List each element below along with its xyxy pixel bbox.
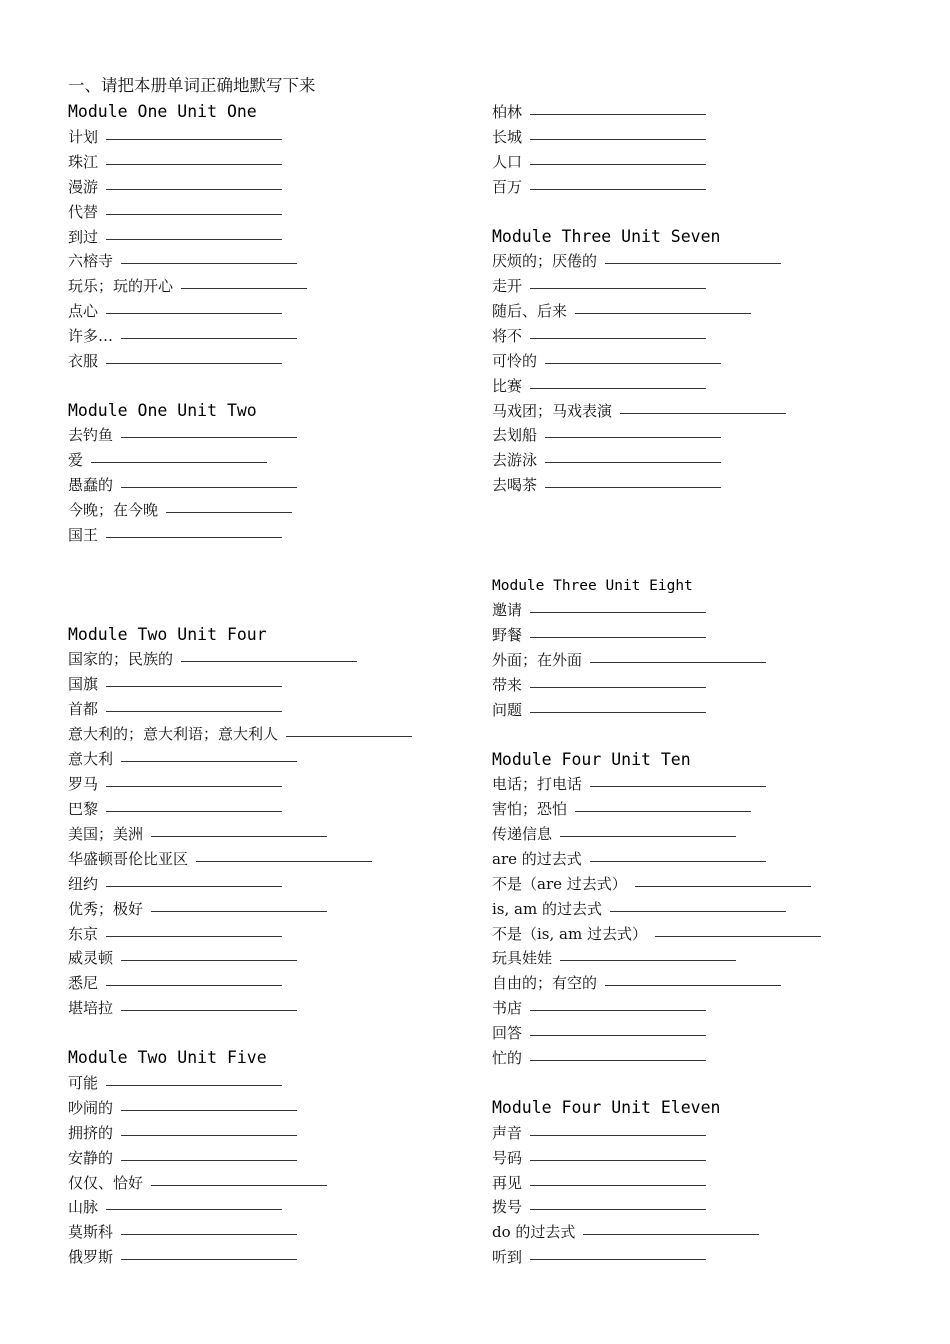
vocab-item: 长城 (492, 127, 706, 147)
vocab-item: 听到 (492, 1247, 706, 1267)
answer-blank[interactable] (151, 1184, 327, 1186)
answer-blank[interactable] (121, 1134, 297, 1136)
answer-blank[interactable] (121, 337, 297, 339)
answer-blank[interactable] (121, 760, 297, 762)
answer-blank[interactable] (530, 387, 706, 389)
answer-blank[interactable] (106, 238, 282, 240)
answer-blank[interactable] (530, 1159, 706, 1161)
answer-blank[interactable] (121, 1233, 297, 1235)
vocab-item: 华盛顿哥伦比亚区 (68, 849, 372, 869)
answer-blank[interactable] (121, 262, 297, 264)
answer-blank[interactable] (590, 860, 766, 862)
vocab-item: 回答 (492, 1023, 706, 1043)
answer-blank[interactable] (655, 935, 821, 937)
vocab-item: 害怕；恐怕 (492, 799, 751, 819)
answer-blank[interactable] (530, 188, 706, 190)
vocab-item: 今晚；在今晚 (68, 500, 292, 520)
vocab-item: 号码 (492, 1148, 706, 1168)
answer-blank[interactable] (530, 163, 706, 165)
answer-blank[interactable] (530, 1258, 706, 1260)
vocab-item: 爱 (68, 450, 267, 470)
vocab-item: 去钓鱼 (68, 425, 297, 445)
vocab-item: 走开 (492, 276, 706, 296)
vocab-item: 代替 (68, 202, 282, 222)
vocab-item: 东京 (68, 924, 282, 944)
answer-blank[interactable] (106, 810, 282, 812)
answer-blank[interactable] (590, 661, 766, 663)
vocab-item: do 的过去式 (492, 1222, 759, 1242)
answer-blank[interactable] (286, 735, 412, 737)
vocab-item: is, am 的过去式 (492, 899, 786, 919)
answer-blank[interactable] (106, 312, 282, 314)
vocab-item: 拨号 (492, 1197, 706, 1217)
answer-blank[interactable] (106, 685, 282, 687)
answer-blank[interactable] (106, 1084, 282, 1086)
vocab-item: 比赛 (492, 376, 706, 396)
vocab-item: 珠江 (68, 152, 282, 172)
answer-blank[interactable] (545, 486, 721, 488)
vocab-item: 带来 (492, 675, 706, 695)
vocab-item: 声音 (492, 1123, 706, 1143)
vocab-item: 可怜的 (492, 351, 721, 371)
answer-blank[interactable] (530, 1034, 706, 1036)
answer-blank[interactable] (590, 785, 766, 787)
vocab-item: 将不 (492, 326, 706, 346)
answer-blank[interactable] (121, 1159, 297, 1161)
answer-blank[interactable] (91, 461, 267, 463)
answer-blank[interactable] (196, 860, 372, 862)
answer-blank[interactable] (545, 461, 721, 463)
answer-blank[interactable] (121, 1009, 297, 1011)
vocab-item: 去划船 (492, 425, 721, 445)
vocab-item: are 的过去式 (492, 849, 766, 869)
answer-blank[interactable] (530, 686, 706, 688)
vocab-item: 电话；打电话 (492, 774, 766, 794)
section-heading: Module One Unit Two (68, 401, 257, 420)
vocab-item: 书店 (492, 998, 706, 1018)
answer-blank[interactable] (121, 1258, 297, 1260)
answer-blank[interactable] (605, 262, 781, 264)
vocab-item: 愚蠢的 (68, 475, 297, 495)
answer-blank[interactable] (181, 287, 307, 289)
vocab-item: 优秀；极好 (68, 899, 327, 919)
vocab-item: 美国；美洲 (68, 824, 327, 844)
vocab-item: 可能 (68, 1073, 282, 1093)
vocab-item: 威灵顿 (68, 948, 297, 968)
vocab-item: 拥挤的 (68, 1123, 297, 1143)
vocab-item: 去喝茶 (492, 475, 721, 495)
answer-blank[interactable] (530, 1009, 706, 1011)
section-heading: Module Four Unit Ten (492, 750, 691, 769)
vocab-item: 玩乐；玩的开心 (68, 276, 307, 296)
answer-blank[interactable] (106, 1208, 282, 1210)
vocab-item: 莫斯科 (68, 1222, 297, 1242)
vocab-item: 安静的 (68, 1148, 297, 1168)
answer-blank[interactable] (106, 362, 282, 364)
answer-blank[interactable] (583, 1233, 759, 1235)
answer-blank[interactable] (575, 312, 751, 314)
vocab-item: 国王 (68, 525, 282, 545)
answer-blank[interactable] (620, 412, 786, 414)
answer-blank[interactable] (635, 885, 811, 887)
answer-blank[interactable] (610, 910, 786, 912)
vocab-item: 六榕寺 (68, 251, 297, 271)
answer-blank[interactable] (530, 711, 706, 713)
section-heading: Module Four Unit Eleven (492, 1098, 721, 1117)
answer-blank[interactable] (575, 810, 751, 812)
vocab-item: 意大利的；意大利语；意大利人 (68, 724, 412, 744)
section-heading: Module Two Unit Five (68, 1048, 267, 1067)
vocab-item: 巴黎 (68, 799, 282, 819)
vocab-item: 山脉 (68, 1197, 282, 1217)
vocab-item: 堪培拉 (68, 998, 297, 1018)
answer-blank[interactable] (530, 337, 706, 339)
section-heading: Module Two Unit Four (68, 625, 267, 644)
answer-blank[interactable] (530, 636, 706, 638)
answer-blank[interactable] (121, 1109, 297, 1111)
answer-blank[interactable] (106, 163, 282, 165)
vocab-item: 外面；在外面 (492, 650, 766, 670)
vocab-item: 衣服 (68, 351, 282, 371)
vocab-item: 吵闹的 (68, 1098, 297, 1118)
vocab-item: 仅仅、恰好 (68, 1173, 327, 1193)
vocab-item: 柏林 (492, 102, 706, 122)
vocab-item: 意大利 (68, 749, 297, 769)
vocab-item: 传递信息 (492, 824, 736, 844)
answer-blank[interactable] (560, 959, 736, 961)
section-heading: Module Three Unit Eight (492, 578, 693, 594)
vocab-item: 首都 (68, 699, 282, 719)
answer-blank[interactable] (106, 536, 282, 538)
vocab-item: 邀请 (492, 600, 706, 620)
answer-blank[interactable] (530, 1059, 706, 1061)
answer-blank[interactable] (106, 984, 282, 986)
answer-blank[interactable] (151, 910, 327, 912)
answer-blank[interactable] (560, 835, 736, 837)
vocab-item: 野餐 (492, 625, 706, 645)
answer-blank[interactable] (530, 1208, 706, 1210)
vocab-item: 许多… (68, 326, 297, 346)
answer-blank[interactable] (121, 436, 297, 438)
answer-blank[interactable] (530, 1184, 706, 1186)
answer-blank[interactable] (530, 1134, 706, 1136)
answer-blank[interactable] (151, 835, 327, 837)
vocab-item: 计划 (68, 127, 282, 147)
vocab-item: 到过 (68, 227, 282, 247)
vocab-item: 厌烦的；厌倦的 (492, 251, 781, 271)
vocab-item: 罗马 (68, 774, 282, 794)
section-heading: Module One Unit One (68, 102, 257, 121)
answer-blank[interactable] (121, 959, 297, 961)
answer-blank[interactable] (106, 138, 282, 140)
vocab-item: 点心 (68, 301, 282, 321)
vocab-item: 俄罗斯 (68, 1247, 297, 1267)
vocab-item: 国家的；民族的 (68, 649, 357, 669)
answer-blank[interactable] (181, 660, 357, 662)
answer-blank[interactable] (106, 785, 282, 787)
section-heading: Module Three Unit Seven (492, 227, 721, 246)
vocab-item: 自由的；有空的 (492, 973, 781, 993)
answer-blank[interactable] (530, 138, 706, 140)
vocab-item: 不是（are 过去式） (492, 874, 811, 894)
vocab-item: 玩具娃娃 (492, 948, 736, 968)
answer-blank[interactable] (530, 113, 706, 115)
vocab-item: 去游泳 (492, 450, 721, 470)
answer-blank[interactable] (530, 611, 706, 613)
vocab-item: 再见 (492, 1173, 706, 1193)
vocab-item: 人口 (492, 152, 706, 172)
answer-blank[interactable] (106, 213, 282, 215)
answer-blank[interactable] (106, 710, 282, 712)
answer-blank[interactable] (106, 935, 282, 937)
vocab-item: 忙的 (492, 1048, 706, 1068)
answer-blank[interactable] (121, 486, 297, 488)
vocab-item: 纽约 (68, 874, 282, 894)
answer-blank[interactable] (545, 436, 721, 438)
vocab-item: 悉尼 (68, 973, 282, 993)
vocab-item: 国旗 (68, 674, 282, 694)
vocab-item: 问题 (492, 700, 706, 720)
answer-blank[interactable] (605, 984, 781, 986)
vocab-item: 马戏团；马戏表演 (492, 401, 786, 421)
answer-blank[interactable] (530, 287, 706, 289)
vocab-item: 随后、后来 (492, 301, 751, 321)
vocab-item: 漫游 (68, 177, 282, 197)
vocab-item: 不是（is, am 过去式） (492, 924, 821, 944)
page-title: 一、请把本册单词正确地默写下来 (68, 76, 316, 95)
answer-blank[interactable] (106, 885, 282, 887)
answer-blank[interactable] (166, 511, 292, 513)
answer-blank[interactable] (106, 188, 282, 190)
answer-blank[interactable] (545, 362, 721, 364)
vocab-item: 百万 (492, 177, 706, 197)
